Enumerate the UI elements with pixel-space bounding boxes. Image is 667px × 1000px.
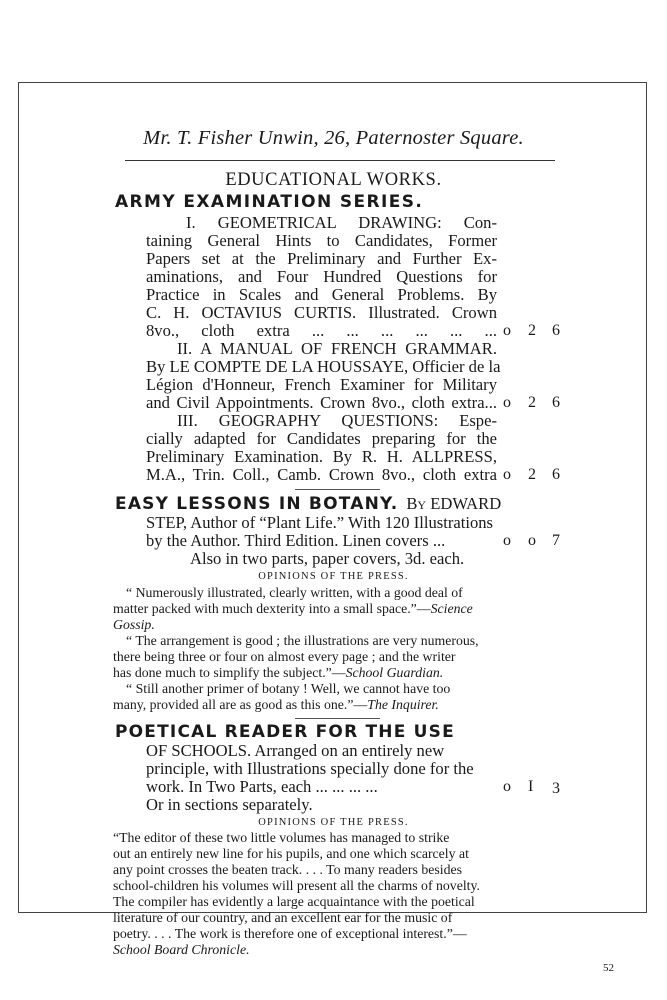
- book-line: and Civil Appointments. Crown 8vo., cloth extra...: [146, 393, 497, 412]
- quote-source: Gossip.: [113, 617, 155, 632]
- running-head: Mr. T. Fisher Unwin, 26, Paternoster Square.: [143, 127, 524, 149]
- price-shillings-pounds: o: [503, 532, 511, 549]
- quote-line: “ Still another primer of botany ! Well, we cannot have too: [126, 681, 451, 696]
- book-line: Practice in Scales and General Problems. By: [146, 285, 497, 304]
- book-line: Papers set at the Preliminary and Further Ex-: [146, 249, 497, 268]
- book-line: Preliminary Examination. By R. H. ALLPRESS,: [146, 447, 497, 466]
- book-line: I. GEOMETRICAL DRAWING: Con-: [186, 213, 497, 232]
- book-line: aminations, and Four Hundred Questions for: [146, 267, 497, 286]
- quote-source: School Guardian.: [345, 665, 444, 680]
- quote-line: any point crosses the beaten track. . . . To many readers besides: [113, 862, 462, 877]
- book-line: cially adapted for Candidates preparing for the: [146, 429, 497, 448]
- book-line: By LE COMPTE DE LA HOUSSAYE, Officier de la: [146, 357, 501, 376]
- quote-line: The compiler has evidently a large acquaintance with the poetical: [113, 894, 475, 909]
- page-number: 52: [603, 962, 614, 974]
- quote-line: “The editor of these two little volumes has managed to strike: [113, 830, 450, 845]
- quote-source: The Inquirer.: [367, 697, 439, 712]
- book-line: Légion d'Honneur, French Examiner for Military: [146, 375, 497, 394]
- quote-text: matter packed with much dexterity into a small space.”—: [113, 601, 431, 616]
- book-line: OF SCHOOLS. Arranged on an entirely new: [146, 741, 445, 760]
- price-pence: 6: [552, 466, 560, 483]
- price-shillings: 2: [528, 322, 536, 339]
- book-line: C. H. OCTAVIUS CURTIS. Illustrated. Crown: [146, 303, 497, 322]
- book-line: II. A MANUAL OF FRENCH GRAMMAR.: [177, 339, 497, 358]
- quote-line-with-source: [113, 601, 473, 617]
- opinions-heading: OPINIONS OF THE PRESS.: [258, 817, 409, 828]
- quote-line: literature of our country, and an excellent ear for the music of: [113, 910, 453, 925]
- botany-author-start: By EDWARD: [406, 494, 502, 513]
- opinions-heading: OPINIONS OF THE PRESS.: [258, 571, 409, 582]
- price-shillings-pounds: o: [503, 778, 511, 795]
- quote-source: School Board Chronicle.: [113, 942, 250, 957]
- section-divider: [295, 718, 380, 719]
- quote-text: many, provided all are as good as this one.”—: [113, 697, 368, 712]
- quote-text: has done much to simplify the subject.”—: [113, 665, 346, 680]
- quote-line: poetry. . . . The work is therefore one of exceptional interest.”—: [113, 926, 467, 941]
- price-pence: 6: [552, 322, 560, 339]
- book-line: principle, with Illustrations specially done for the: [146, 759, 474, 778]
- price-pence: 6: [552, 394, 560, 411]
- book-line: 8vo., cloth extra ... ... ... ... ... ...: [146, 321, 497, 340]
- quote-line: out an entirely new line for his pupils, and one which scarcely at: [113, 846, 469, 861]
- army-series-title: ARMY EXAMINATION SERIES.: [115, 192, 424, 212]
- price-shillings: 2: [528, 394, 536, 411]
- price-shillings-pounds: o: [503, 466, 511, 483]
- quote-line: “ The arrangement is good ; the illustrations are very numerous,: [126, 633, 479, 648]
- quote-line-with-source: [113, 697, 439, 713]
- price-shillings: o: [528, 532, 536, 549]
- book-line: Or in sections separately.: [146, 795, 313, 814]
- book-line: STEP, Author of “Plant Life.” With 120 Illustrations: [146, 513, 494, 532]
- book-line: work. In Two Parts, each ... ... ... ...: [146, 777, 378, 796]
- book-line: by the Author. Third Edition. Linen covers ...: [146, 531, 446, 550]
- quote-line: school-children his volumes will present all the charms of novelty.: [113, 878, 480, 893]
- price-shillings: 2: [528, 466, 536, 483]
- book-line: Also in two parts, paper covers, 3d. each.: [190, 549, 465, 568]
- botany-title-line: [115, 494, 501, 515]
- price-shillings: I: [528, 778, 534, 795]
- book-line: taining General Hints to Candidates, Former: [146, 231, 497, 250]
- quote-line: there being three or four on almost every page ; and the writer: [113, 649, 456, 664]
- section-divider: [295, 489, 380, 490]
- poetical-title: POETICAL READER FOR THE USE: [115, 722, 455, 742]
- quote-line: “ Numerously illustrated, clearly written, with a good deal of: [126, 585, 463, 600]
- header-rule: [125, 160, 555, 161]
- price-pence: 3: [552, 780, 560, 797]
- quote-source: Science: [430, 601, 473, 616]
- price-pence: 7: [552, 532, 560, 549]
- price-shillings-pounds: o: [503, 322, 511, 339]
- section-title: EDUCATIONAL WORKS.: [225, 170, 442, 190]
- book-line: M.A., Trin. Coll., Camb. Crown 8vo., cloth extra: [146, 465, 497, 484]
- price-shillings-pounds: o: [503, 394, 511, 411]
- book-line: III. GEOGRAPHY QUESTIONS: Espe-: [177, 411, 497, 430]
- botany-title: EASY LESSONS IN BOTANY.: [115, 494, 399, 514]
- quote-line-with-source: [113, 665, 443, 681]
